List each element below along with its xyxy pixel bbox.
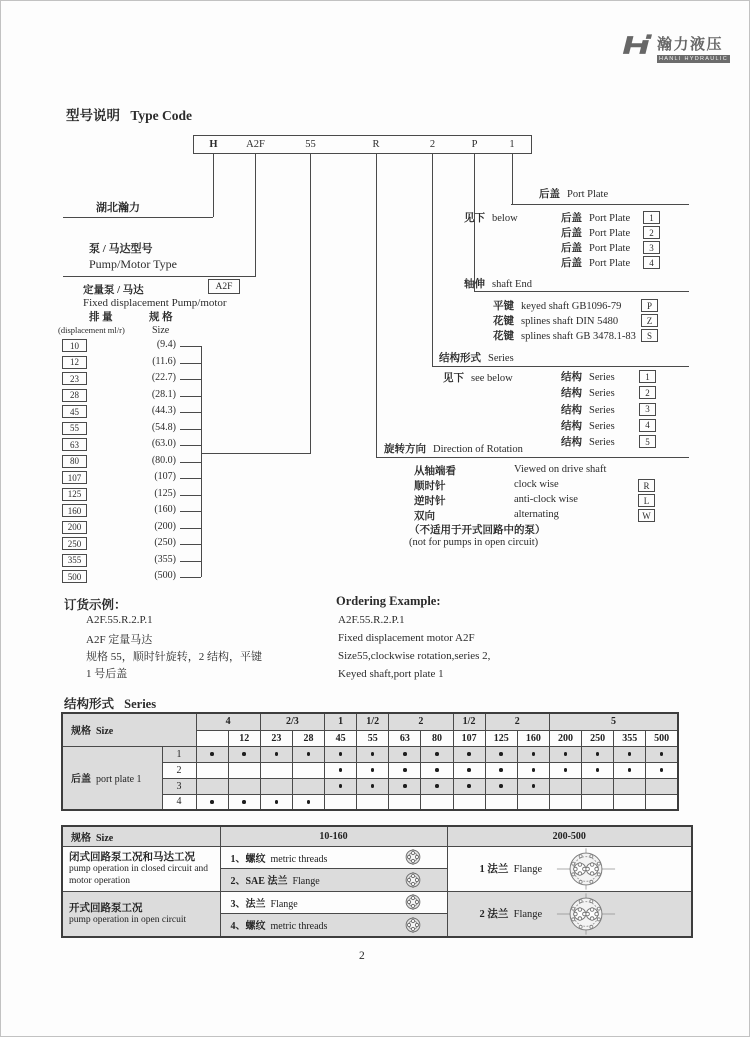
availability-dot-icon (499, 752, 503, 756)
size-value: (80.0) (151, 454, 176, 466)
availability-dot-icon (532, 768, 536, 772)
series-option-label: 结构 Series (561, 437, 615, 449)
size-dash-line (180, 429, 201, 430)
availability-cell (582, 746, 614, 762)
availability-dot-icon (596, 768, 600, 772)
availability-dot-icon (467, 784, 471, 788)
series-group-header: 2 (485, 713, 549, 730)
availability-dot-icon (275, 752, 279, 756)
brand-logo (622, 30, 730, 65)
availability-dot-icon (467, 768, 471, 772)
type-code-drop-line (376, 154, 377, 457)
availability-cell (228, 746, 260, 762)
availability-cell (614, 762, 646, 778)
port-plate-number: 4 (162, 794, 196, 810)
size-dash-line (180, 528, 201, 529)
rotation-note-en: (not for pumps in open circuit) (409, 537, 539, 548)
size-column-header: 12 (228, 730, 260, 746)
size-code-box: 55 (62, 422, 87, 435)
availability-cell (485, 794, 517, 810)
size-code-box: 80 (62, 455, 87, 468)
size-dash-line (180, 511, 201, 512)
rotation-option-en: alternating (514, 509, 559, 521)
port-icon (405, 872, 421, 888)
availability-cell (549, 746, 581, 762)
rotation-option-cn: 逆时针 (414, 496, 446, 508)
size-column-header: 200 (549, 730, 581, 746)
ordering-en-line: Size55,clockwise rotation,series 2, (338, 650, 491, 662)
availability-cell (357, 794, 389, 810)
availability-cell (196, 746, 228, 762)
port-plate-code-box: 1 (643, 211, 660, 224)
size-value: (44.3) (151, 405, 176, 416)
connection-option-cell (220, 846, 447, 869)
availability-cell (582, 762, 614, 778)
availability-dot-icon (532, 784, 536, 788)
port-plate-number: 2 (162, 762, 196, 778)
availability-dot-icon (499, 784, 503, 788)
pump-motor-type-cn: 泵 / 马达型号 (89, 243, 153, 255)
port-plate-number: 1 (162, 746, 196, 762)
connection-option-text: 3、法兰 Flange (230, 898, 298, 910)
port-plate-row-header: 后盖 port plate 1 (62, 746, 162, 810)
port-plate-header-en: Port Plate (567, 189, 609, 200)
flange-option-cell (447, 891, 692, 937)
rotation-header: 旋转方向 Direction of Rotation (384, 444, 523, 455)
size-header-en: Size (152, 325, 170, 336)
type-code-drop-line (255, 154, 256, 276)
availability-cell (325, 794, 357, 810)
series-group-header: 1/2 (453, 713, 485, 730)
displacement-header-en: (displacement ml/r) (58, 325, 125, 335)
availability-cell (421, 778, 453, 794)
size-code-box: 250 (62, 537, 87, 550)
shaft-end-option-label: 平键 keyed shaft GB1096-79 (493, 301, 622, 312)
series-underline (432, 366, 689, 367)
type-code-drop-line (213, 154, 214, 217)
size-value: (355) (154, 553, 176, 565)
size-column-header: 63 (389, 730, 421, 746)
series-group-header: 1 (325, 713, 357, 730)
flange-option-text: 1 法兰 Flange (479, 864, 543, 875)
size-column-header: 55 (357, 730, 389, 746)
availability-cell (260, 794, 292, 810)
rotation-option-cn: 顺时针 (414, 481, 446, 492)
ordering-cn-line: 1 号后盖 (86, 668, 128, 680)
availability-cell (325, 762, 357, 778)
port-plate-underline (511, 204, 689, 205)
availability-dot-icon (371, 784, 375, 788)
availability-cell (646, 762, 678, 778)
port-plate-option-label: 后盖 Port Plate (561, 213, 631, 224)
connection-option-cell (220, 869, 447, 892)
availability-cell (485, 762, 517, 778)
availability-dot-icon (371, 768, 375, 772)
size-dash-line (180, 379, 201, 380)
fixed-pump-en: Fixed displacement Pump/motor (83, 297, 227, 309)
size-code-box: 125 (62, 488, 87, 501)
availability-cell (260, 762, 292, 778)
availability-cell (517, 746, 549, 762)
availability-dot-icon (242, 752, 246, 756)
shaft-end-option-label: 花键 splines shaft GB 3478.1-83 (493, 331, 636, 343)
series-code-box: 1 (639, 370, 656, 383)
size-value: (11.6) (152, 355, 176, 367)
size-code-box: 200 (62, 521, 87, 534)
availability-cell (389, 778, 421, 794)
size-dash-line (180, 544, 201, 545)
series-table-heading: 结构形式 Series (64, 697, 157, 711)
connection-option-text: 4、螺纹 metric threads (230, 921, 328, 933)
availability-cell (421, 762, 453, 778)
page-title-en: Type Code (130, 108, 193, 123)
type-code-drop-line (310, 154, 311, 453)
series-header: 结构形式 Series (439, 353, 514, 364)
port-plate-see-below: 见下 below (464, 213, 518, 224)
series-group-header: 4 (196, 713, 260, 730)
rotation-option-en: clock wise (514, 479, 559, 490)
availability-cell (549, 762, 581, 778)
availability-dot-icon (275, 800, 279, 804)
series-see-below: 见下 see below (443, 373, 513, 384)
rotation-option-en: anti-clock wise (514, 494, 578, 506)
shaft-end-option-label: 花键 splines shaft DIN 5480 (493, 316, 619, 328)
availability-cell (260, 746, 292, 762)
availability-cell (228, 762, 260, 778)
size-value: (200) (154, 520, 176, 532)
rotation-code-box: R (638, 479, 655, 492)
type-code-drop-line (512, 154, 513, 204)
ordering-cn-line: A2F.55.R.2.P.1 (86, 614, 153, 626)
availability-dot-icon (660, 768, 664, 772)
size-code-box: 355 (62, 554, 87, 567)
connection-option-text: 1、螺纹 metric threads (230, 853, 328, 865)
availability-cell (646, 746, 678, 762)
availability-dot-icon (499, 768, 503, 772)
series-group-header: 2 (389, 713, 453, 730)
size-column-header: 355 (614, 730, 646, 746)
shaft-end-underline (474, 291, 689, 292)
page-title (66, 104, 192, 124)
size-column-header: 107 (453, 730, 485, 746)
size-value: (63.0) (151, 438, 176, 449)
availability-cell (582, 794, 614, 810)
size-column-header: 28 (292, 730, 324, 746)
brand-name-cn: 瀚力液压 (657, 35, 724, 53)
rotation-view-cn: 从轴端看 (414, 466, 456, 477)
series-group-header: 5 (549, 713, 678, 730)
availability-dot-icon (210, 752, 214, 756)
page-number: 2 (359, 950, 365, 962)
page-title-cn: 型号说明 (66, 108, 120, 123)
availability-cell (357, 762, 389, 778)
series-group-header: 1/2 (357, 713, 389, 730)
pump-type-underline (63, 276, 256, 277)
availability-cell (292, 778, 324, 794)
type-code-box: 2 (409, 135, 457, 154)
rotation-code-box: L (638, 494, 655, 507)
size-code-box: 63 (62, 438, 87, 451)
availability-dot-icon (628, 768, 632, 772)
rotation-view-en: Viewed on drive shaft (514, 464, 607, 475)
size-value: (125) (154, 487, 176, 499)
ordering-cn-line: 规格 55，顺时针旋转，2 结构，平键 (86, 651, 262, 663)
size-bracket-line (201, 346, 202, 577)
availability-dot-icon (339, 768, 343, 772)
availability-cell (292, 794, 324, 810)
series-availability-table (61, 712, 679, 811)
port-plate-code-box: 2 (643, 226, 660, 239)
flange-icon (556, 892, 616, 936)
size-dash-line (180, 445, 201, 446)
availability-cell (357, 778, 389, 794)
pump-motor-type-en: Pump/Motor Type (89, 257, 177, 271)
size-column-header: 23 (260, 730, 292, 746)
availability-cell (196, 762, 228, 778)
availability-dot-icon (532, 752, 536, 756)
availability-dot-icon (660, 752, 664, 756)
availability-dot-icon (403, 768, 407, 772)
fixed-pump-cn: 定量泵 / 马达 (83, 285, 144, 296)
brand-name-en: HANLI HYDRAULIC (659, 55, 729, 62)
availability-cell (517, 778, 549, 794)
rotation-underline (376, 457, 689, 458)
series-code-box: 2 (639, 386, 656, 399)
size-column-header: 80 (421, 730, 453, 746)
flange-icon (556, 847, 616, 891)
shaft-end-code-box: Z (641, 314, 658, 327)
size-value: (22.7) (151, 372, 176, 383)
type-code-box: 1 (493, 135, 532, 154)
availability-cell (357, 746, 389, 762)
size-code-box: 28 (62, 389, 87, 402)
availability-cell (646, 794, 678, 810)
availability-dot-icon (403, 752, 407, 756)
shaft-end-code-box: P (641, 299, 658, 312)
type-code-box: 55 (278, 135, 344, 154)
logo-h-icon (622, 30, 652, 65)
availability-cell (582, 778, 614, 794)
availability-cell (421, 746, 453, 762)
size-column-header: 45 (325, 730, 357, 746)
rotation-note-cn: （不适用于开式回路中的泵） (409, 525, 546, 536)
availability-cell (485, 778, 517, 794)
availability-dot-icon (403, 784, 407, 788)
series-option-label: 结构 Series (561, 388, 615, 400)
port-plate-code-box: 4 (643, 256, 660, 269)
availability-cell (549, 778, 581, 794)
availability-cell (196, 778, 228, 794)
availability-dot-icon (210, 800, 214, 804)
availability-dot-icon (435, 752, 439, 756)
availability-cell (517, 762, 549, 778)
availability-cell (614, 794, 646, 810)
port-plate-code-box: 3 (643, 241, 660, 254)
series-option-label: 结构 Series (561, 372, 615, 383)
ordering-lines-cn (86, 614, 262, 682)
availability-dot-icon (435, 768, 439, 772)
ordering-lines-en (338, 614, 490, 686)
availability-cell (292, 746, 324, 762)
size-column-header: 125 (485, 730, 517, 746)
type-code-box: H (193, 135, 234, 154)
rotation-option-cn: 双向 (414, 511, 435, 523)
ordering-title-cn: 订货示例： (64, 598, 127, 612)
size-value: (54.8) (151, 421, 176, 433)
port-table-size-header: 规格 Size (62, 826, 220, 846)
connection-option-cell (220, 891, 447, 914)
size-column-header: 500 (646, 730, 678, 746)
availability-cell (389, 746, 421, 762)
size-code-box: 23 (62, 372, 87, 385)
connection-option-text: 2、SAE 法兰 Flange (230, 876, 320, 888)
size-code-box: 45 (62, 405, 87, 418)
flange-option-text: 2 法兰 Flange (479, 909, 543, 920)
series-option-label: 结构 Series (561, 420, 615, 432)
size-code-box: 160 (62, 504, 87, 517)
series-option-label: 结构 Series (561, 404, 615, 416)
size-header-cell: 规格 Size (62, 713, 196, 746)
availability-cell (614, 746, 646, 762)
availability-cell (260, 778, 292, 794)
availability-cell (389, 762, 421, 778)
availability-cell (453, 746, 485, 762)
size-value: (28.1) (151, 388, 176, 400)
availability-dot-icon (307, 752, 311, 756)
company-underline (63, 217, 213, 218)
fixed-pump-code-box: A2F (208, 279, 240, 294)
size-code-box: 12 (62, 356, 87, 369)
availability-cell (453, 794, 485, 810)
type-code-box: R (343, 135, 410, 154)
availability-cell (228, 794, 260, 810)
company-label: 湖北瀚力 (96, 202, 140, 214)
type-code-box: P (456, 135, 494, 154)
ordering-en-line: Fixed displacement motor A2F (338, 632, 475, 644)
type-code-drop-line (432, 154, 433, 366)
operation-mode-label: 开式回路泵工况 pump operation in open circuit (62, 891, 220, 937)
availability-dot-icon (628, 752, 632, 756)
connection-option-cell (220, 914, 447, 937)
port-table-range-header: 10-160 (220, 826, 447, 846)
operation-mode-label: 闭式回路泵工况和马达工况 pump operation in closed circuit and motor operation (62, 846, 220, 891)
availability-dot-icon (339, 784, 343, 788)
availability-cell (453, 778, 485, 794)
port-plate-option-label: 后盖 Port Plate (561, 228, 631, 240)
size-dash-line (180, 396, 201, 397)
availability-cell (517, 794, 549, 810)
series-code-box: 3 (639, 403, 656, 416)
availability-cell (292, 762, 324, 778)
type-code-box: A2F (233, 135, 279, 154)
availability-cell (325, 778, 357, 794)
port-icon (405, 917, 421, 933)
availability-cell (453, 762, 485, 778)
flange-option-cell (447, 846, 692, 891)
size-value: (107) (154, 471, 176, 482)
displacement-header-cn: 排 量 (89, 312, 113, 323)
availability-dot-icon (467, 752, 471, 756)
port-operation-table (61, 825, 693, 938)
availability-dot-icon (596, 752, 600, 756)
port-plate-option-label: 后盖 Port Plate (561, 258, 631, 270)
size-value: (9.4) (156, 339, 176, 350)
size-code-box: 500 (62, 570, 87, 583)
size-value: (160) (154, 504, 176, 515)
availability-cell (228, 778, 260, 794)
size-column-header: 250 (582, 730, 614, 746)
size-dash-line (180, 462, 201, 463)
availability-cell (325, 746, 357, 762)
availability-cell (485, 746, 517, 762)
availability-cell (646, 778, 678, 794)
shaft-end-header: 轴伸 shaft End (464, 279, 532, 290)
port-plate-number: 3 (162, 778, 196, 794)
size-dash-line (180, 561, 201, 562)
availability-cell (196, 794, 228, 810)
size-connector-line (201, 453, 311, 454)
size-dash-line (180, 478, 201, 479)
size-dash-line (180, 363, 201, 364)
ordering-cn-line: A2F 定量马达 (86, 634, 153, 646)
size-code-box: 107 (62, 471, 87, 484)
size-header-cn: 规 格 (149, 312, 173, 323)
port-icon (405, 894, 421, 910)
port-plate-header (539, 186, 608, 201)
series-code-box: 5 (639, 435, 656, 448)
availability-dot-icon (307, 800, 311, 804)
series-group-header: 2/3 (260, 713, 324, 730)
availability-dot-icon (564, 768, 568, 772)
logo-text (657, 33, 730, 63)
availability-dot-icon (242, 800, 246, 804)
availability-dot-icon (371, 752, 375, 756)
port-table-range-header: 200-500 (447, 826, 692, 846)
availability-dot-icon (564, 752, 568, 756)
port-icon (405, 849, 421, 865)
availability-cell (421, 794, 453, 810)
shaft-end-code-box: S (641, 329, 658, 342)
availability-cell (389, 794, 421, 810)
ordering-title-en: Ordering Example: (336, 594, 441, 608)
series-code-box: 4 (639, 419, 656, 432)
size-code-box: 10 (62, 339, 87, 352)
port-plate-option-label: 后盖 Port Plate (561, 243, 631, 255)
size-dash-line (180, 346, 201, 347)
ordering-en-line: A2F.55.R.2.P.1 (338, 614, 405, 626)
rotation-code-box: W (638, 509, 655, 522)
availability-dot-icon (339, 752, 343, 756)
availability-cell (549, 794, 581, 810)
size-dash-line (180, 577, 201, 578)
availability-dot-icon (435, 784, 439, 788)
size-dash-line (180, 495, 201, 496)
size-value: (500) (154, 570, 176, 581)
size-dash-line (180, 412, 201, 413)
size-column-header (196, 730, 228, 746)
availability-cell (614, 778, 646, 794)
ordering-en-line: Keyed shaft,port plate 1 (338, 668, 444, 680)
size-value: (250) (154, 537, 176, 548)
port-plate-header-cn: 后盖 (539, 189, 560, 200)
size-column-header: 160 (517, 730, 549, 746)
